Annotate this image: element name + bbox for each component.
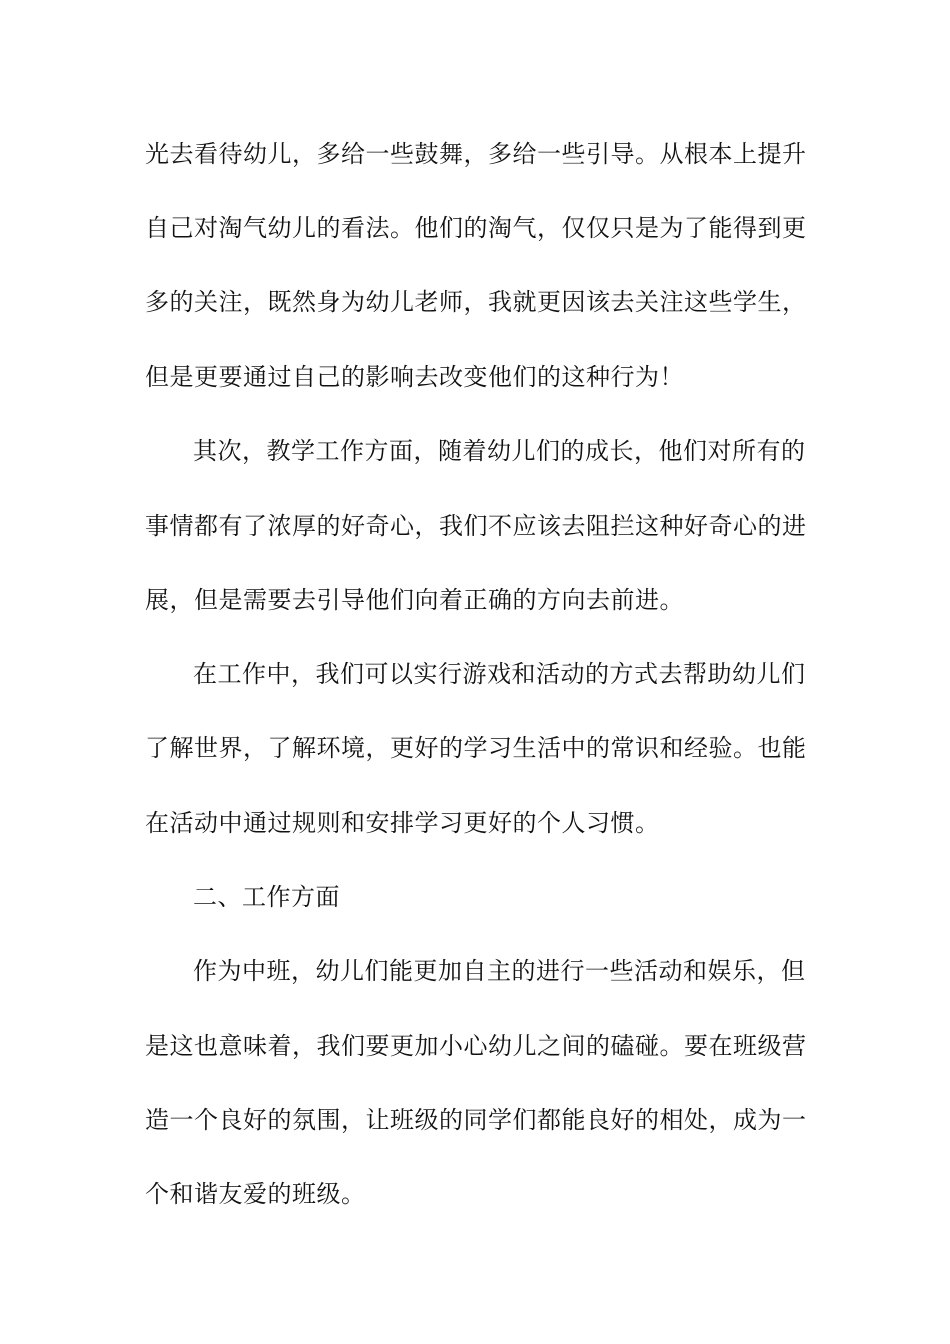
text-line: 了解世界，了解环境，更好的学习生活中的常识和经验。也能 [145, 734, 807, 762]
text-line: 是这也意味着，我们要更加小心幼儿之间的磕碰。要在班级营 [145, 1032, 807, 1060]
text-line: 自己对淘气幼儿的看法。他们的淘气，仅仅只是为了能得到更 [145, 214, 807, 242]
text-line: 但是更要通过自己的影响去改变他们的这种行为！ [145, 363, 684, 391]
text-line: 个和谐友爱的班级。 [145, 1180, 366, 1208]
text-line: 在活动中通过规则和安排学习更好的个人习惯。 [145, 809, 660, 837]
paragraph-start-line: 作为中班，幼儿们能更加自主的进行一些活动和娱乐，但 [193, 957, 806, 985]
text-line: 造一个良好的氛围，让班级的同学们都能良好的相处，成为一 [145, 1106, 807, 1134]
text-line: 光去看待幼儿，多给一些鼓舞，多给一些引导。从根本上提升 [145, 140, 807, 168]
text-line: 展，但是需要去引导他们向着正确的方向去前进。 [145, 586, 684, 614]
section-heading: 二、工作方面 [193, 883, 340, 911]
paragraph-start-line: 其次，教学工作方面，随着幼儿们的成长，他们对所有的 [193, 437, 806, 465]
text-line: 事情都有了浓厚的好奇心，我们不应该去阻拦这种好奇心的进 [145, 512, 807, 540]
text-line: 多的关注，既然身为幼儿老师，我就更因该去关注这些学生， [145, 288, 807, 316]
paragraph-start-line: 在工作中，我们可以实行游戏和活动的方式去帮助幼儿们 [193, 660, 806, 688]
